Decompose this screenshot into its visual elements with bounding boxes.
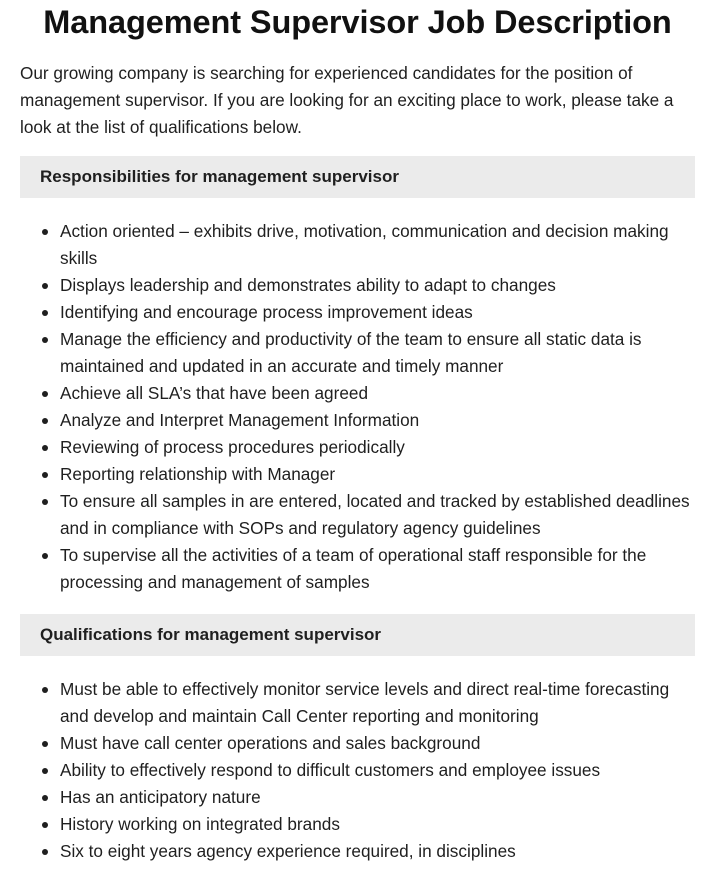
bullet-icon [42, 229, 48, 235]
page-title: Management Supervisor Job Description [43, 4, 672, 40]
list-item-text: Reviewing of process procedures periodically [60, 437, 405, 457]
bullet-icon [42, 795, 48, 801]
list-item [20, 407, 700, 434]
list-item [20, 488, 700, 542]
bullet-icon [42, 822, 48, 828]
qualifications-list [20, 676, 700, 865]
bullet-icon [42, 687, 48, 693]
responsibilities-heading: Responsibilities for management supervisor [20, 156, 695, 198]
list-item-text: Has an anticipatory nature [60, 787, 261, 807]
list-item [20, 676, 700, 730]
list-item [20, 380, 700, 407]
list-item-text: Achieve all SLA’s that have been agreed [60, 383, 368, 403]
list-item [20, 757, 700, 784]
bullet-icon [42, 472, 48, 478]
list-item-text: Reporting relationship with Manager [60, 464, 336, 484]
list-item [20, 461, 700, 488]
bullet-icon [42, 391, 48, 397]
bullet-icon [42, 849, 48, 855]
qualifications-heading: Qualifications for management supervisor [20, 614, 695, 656]
bullet-icon [42, 310, 48, 316]
bullet-icon [42, 768, 48, 774]
bullet-icon [42, 499, 48, 505]
list-item-text: Six to eight years agency experience required, in disciplines [60, 841, 516, 861]
bullet-icon [42, 337, 48, 343]
list-item [20, 811, 700, 838]
bullet-icon [42, 445, 48, 451]
list-item [20, 326, 700, 380]
list-item [20, 730, 700, 757]
bullet-icon [42, 418, 48, 424]
list-item-text: To ensure all samples in are entered, located and tracked by established deadlines and in compliance with SOPs and regulatory agency guidelines [60, 491, 690, 538]
list-item-text: Must have call center operations and sales background [60, 733, 481, 753]
bullet-icon [42, 553, 48, 559]
list-item [20, 272, 700, 299]
list-item [20, 838, 700, 865]
bullet-icon [42, 283, 48, 289]
list-item [20, 218, 700, 272]
list-item-text: Displays leadership and demonstrates ability to adapt to changes [60, 275, 556, 295]
list-item [20, 434, 700, 461]
list-item-text: Analyze and Interpret Management Information [60, 410, 420, 430]
list-item-text: History working on integrated brands [60, 814, 340, 834]
list-item-text: Ability to effectively respond to difficult customers and employee issues [60, 760, 601, 780]
list-item [20, 784, 700, 811]
list-item-text: Manage the efficiency and productivity of the team to ensure all static data is maintained and updated in an accurate and timely manner [60, 329, 642, 376]
responsibilities-list [20, 218, 700, 596]
list-item [20, 299, 700, 326]
bullet-icon [42, 741, 48, 747]
list-item-text: To supervise all the activities of a team of operational staff responsible for the processing and management of samples [60, 545, 647, 592]
intro-paragraph: Our growing company is searching for experienced candidates for the position of management supervisor. If you are looking for an exciting place to work, please take a look at the list of qualifications below. [20, 63, 674, 137]
list-item-text: Must be able to effectively monitor service levels and direct real-time forecasting and develop and maintain Call Center reporting and monitoring [60, 679, 670, 726]
list-item [20, 542, 700, 596]
list-item-text: Action oriented – exhibits drive, motivation, communication and decision making skills [60, 221, 669, 268]
list-item-text: Identifying and encourage process improvement ideas [60, 302, 473, 322]
